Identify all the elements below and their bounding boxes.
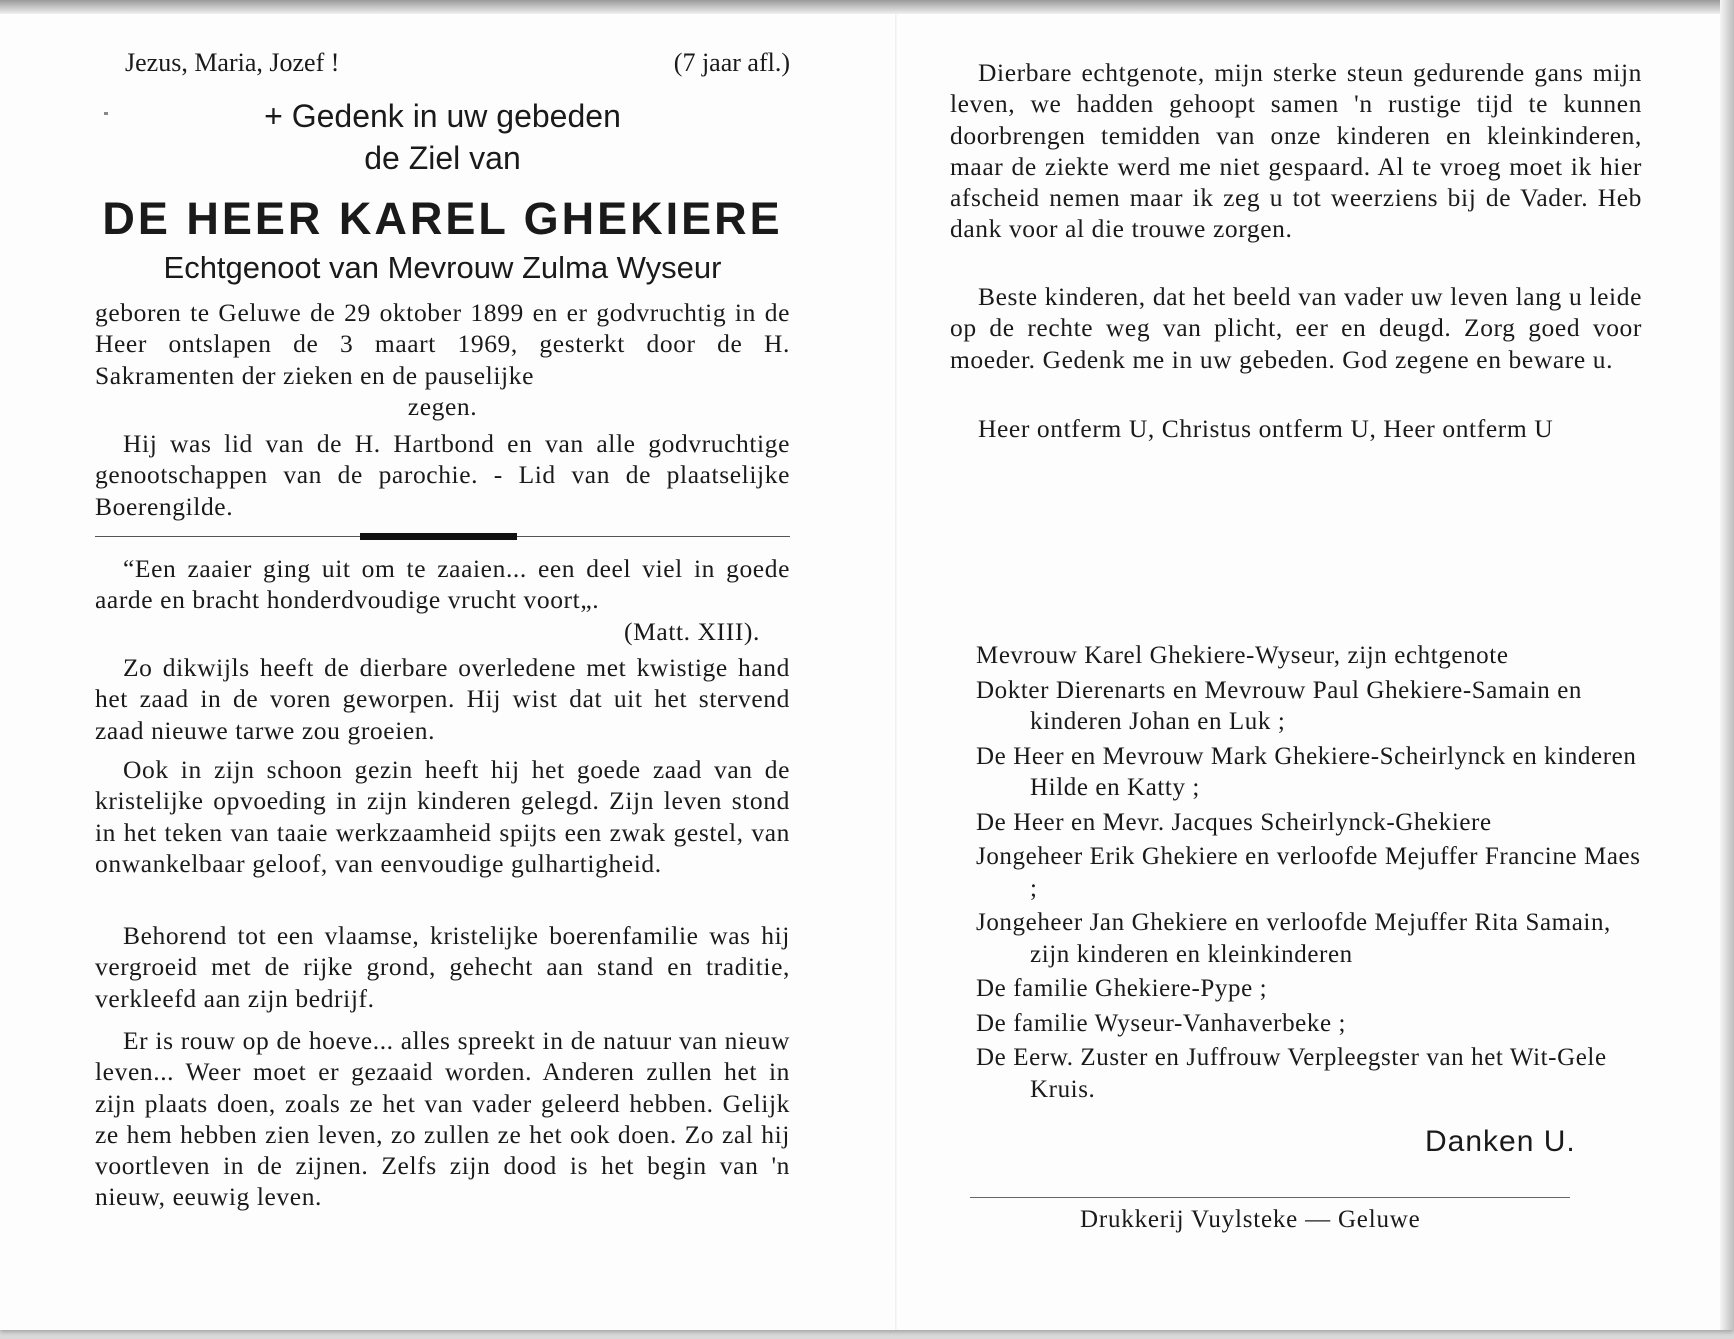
farewell-children: Beste kinderen, dat het beeld van vader uw leven lang u leide op de rechte weg van plicht, eer en deugd. Zorg goed voor moeder. Gedenk me in uw gebeden. God zegene en beware u. <box>950 282 1642 374</box>
right-paragraph-2 <box>950 281 1642 375</box>
right-prayer <box>950 413 1642 444</box>
family-item: Dokter Dierenarts en Mevrouw Paul Ghekiere-Samain en kinderen Johan en Luk ; <box>976 676 1583 735</box>
right-paragraph-1 <box>950 57 1642 245</box>
membership-paragraph: Hij was lid van de H. Hartbond en van alle godvruchtige genootschappen van de parochie. - Lid van de plaatselijke Boerengilde. <box>95 429 790 521</box>
farewell-spouse: Dierbare echtgenote, mijn sterke steun gedurende gans mijn leven, we hadden gehoopt samen 'n rustige tijd te kunnen doorbrengen temidden van onze kinderen en kleinkinderen, maar de ziekte werd me niet gespaard. Al te vroeg moet ik hier afscheid nemen maar ik zeg u tot weerziens bij de Vader. Heb dank voor al die trouwe zorgen. <box>950 58 1642 244</box>
printer-separator <box>970 1197 1570 1198</box>
printer-credit: Drukkerij Vuylsteke — Geluwe <box>1080 1206 1421 1233</box>
family-item: Jongeheer Erik Ghekiere en verloofde Mejuffer Francine Maes ; <box>976 843 1641 902</box>
text-paragraph: Er is rouw op de hoeve... alles spreekt in de natuur van nieuw leven... Weer moet er gezaaid worden. Anderen zullen het in zijn plaats doen, zoals ze het van vader geleerd hebben. Gelijk ze hem hebben zien leven, zo zullen ze het ook doen. Zo zal hij voortleven in de zijnen. Zelfs zijn dood is het begin van 'n nieuw, eeuwig leven. <box>95 1026 790 1212</box>
family-item: De Heer en Mevr. Jacques Scheirlynck-Ghekiere <box>976 808 1492 836</box>
header-line <box>125 48 790 78</box>
header-edition: (7 jaar afl.) <box>673 48 790 77</box>
gedenk-heading <box>95 95 790 179</box>
family-item: Mevrouw Karel Ghekiere-Wyseur, zijn echtgenote <box>976 642 1509 669</box>
bible-quote: “Een zaaier ging uit om te zaaien... een deel viel in goede aarde en bracht honderdvoudige vrucht voort„. <box>95 554 790 615</box>
family-list <box>976 640 1642 1108</box>
spouse-line: Echtgenoot van Mevrouw Zulma Wyseur <box>163 250 722 285</box>
header-invocation: Jezus, Maria, Jozef ! <box>125 48 340 77</box>
text-paragraph: Behorend tot een vlaamse, kristelijke boerenfamilie was hij vergroeid met de rijke grond, gehecht aan stand en traditie, verkleefd aan zijn bedrijf. <box>95 921 790 1013</box>
membership-block <box>95 428 790 522</box>
bible-reference: (Matt. XIII). <box>624 616 760 646</box>
gedenk-line-1: + Gedenk in uw gebeden <box>264 98 621 134</box>
thanks-line: Danken U. <box>1425 1125 1576 1158</box>
gedenk-line-2: de Ziel van <box>364 140 521 176</box>
separator-bar <box>360 533 517 540</box>
quote-block <box>95 553 790 647</box>
text-paragraph: Zo dikwijls heeft de dierbare overledene met kwistige hand het zaad in de voren geworpen. Hij wist dat uit het stervend zaad nieuwe tarwe zou groeien. <box>95 653 790 745</box>
birth-paragraph-end: zegen. <box>407 391 478 421</box>
text-paragraph: Ook in zijn schoon gezin heeft hij het goede zaad van de kristelijke opvoeding in zijn kinderen gelegd. Zijn leven stond in het teken van taaie werkzaamheid spijts een zwak gestel, van onwankelbaar geloof, van eenvoudige gulhartigheid. <box>95 755 790 878</box>
paragraph-3 <box>95 920 790 1014</box>
family-item: De Heer en Mevrouw Mark Ghekiere-Scheirlynck en kinderen Hilde en Katty ; <box>976 742 1637 801</box>
paragraph-1 <box>95 652 790 746</box>
family-item: De familie Ghekiere-Pype ; <box>976 975 1268 1002</box>
family-item: De Eerw. Zuster en Juffrouw Verpleegster van het Wit-Gele Kruis. <box>976 1044 1607 1103</box>
scan-edge-top <box>0 0 1734 14</box>
family-item: De familie Wyseur-Vanhaverbeke ; <box>976 1009 1347 1037</box>
paragraph-2 <box>95 754 790 879</box>
scan-edge-right <box>1720 0 1734 1330</box>
family-item: Jongeheer Jan Ghekiere en verloofde Mejuffer Rita Samain, zijn kinderen en kleinkinderen <box>976 909 1611 968</box>
birth-block <box>95 297 790 422</box>
separator <box>95 532 790 542</box>
deceased-name: DE HEER KAREL GHEKIERE <box>102 193 783 244</box>
birth-paragraph: geboren te Geluwe de 29 oktober 1899 en er godvruchtig in de Heer ontslapen de 3 maart 1969, gesterkt door de H. Sakramenten der zieken en de pauselijke <box>95 298 790 390</box>
paragraph-4 <box>95 1025 790 1213</box>
prayer-line: Heer ontferm U, Christus ontferm U, Heer ontferm U <box>978 414 1554 443</box>
card-fold <box>895 14 897 1330</box>
